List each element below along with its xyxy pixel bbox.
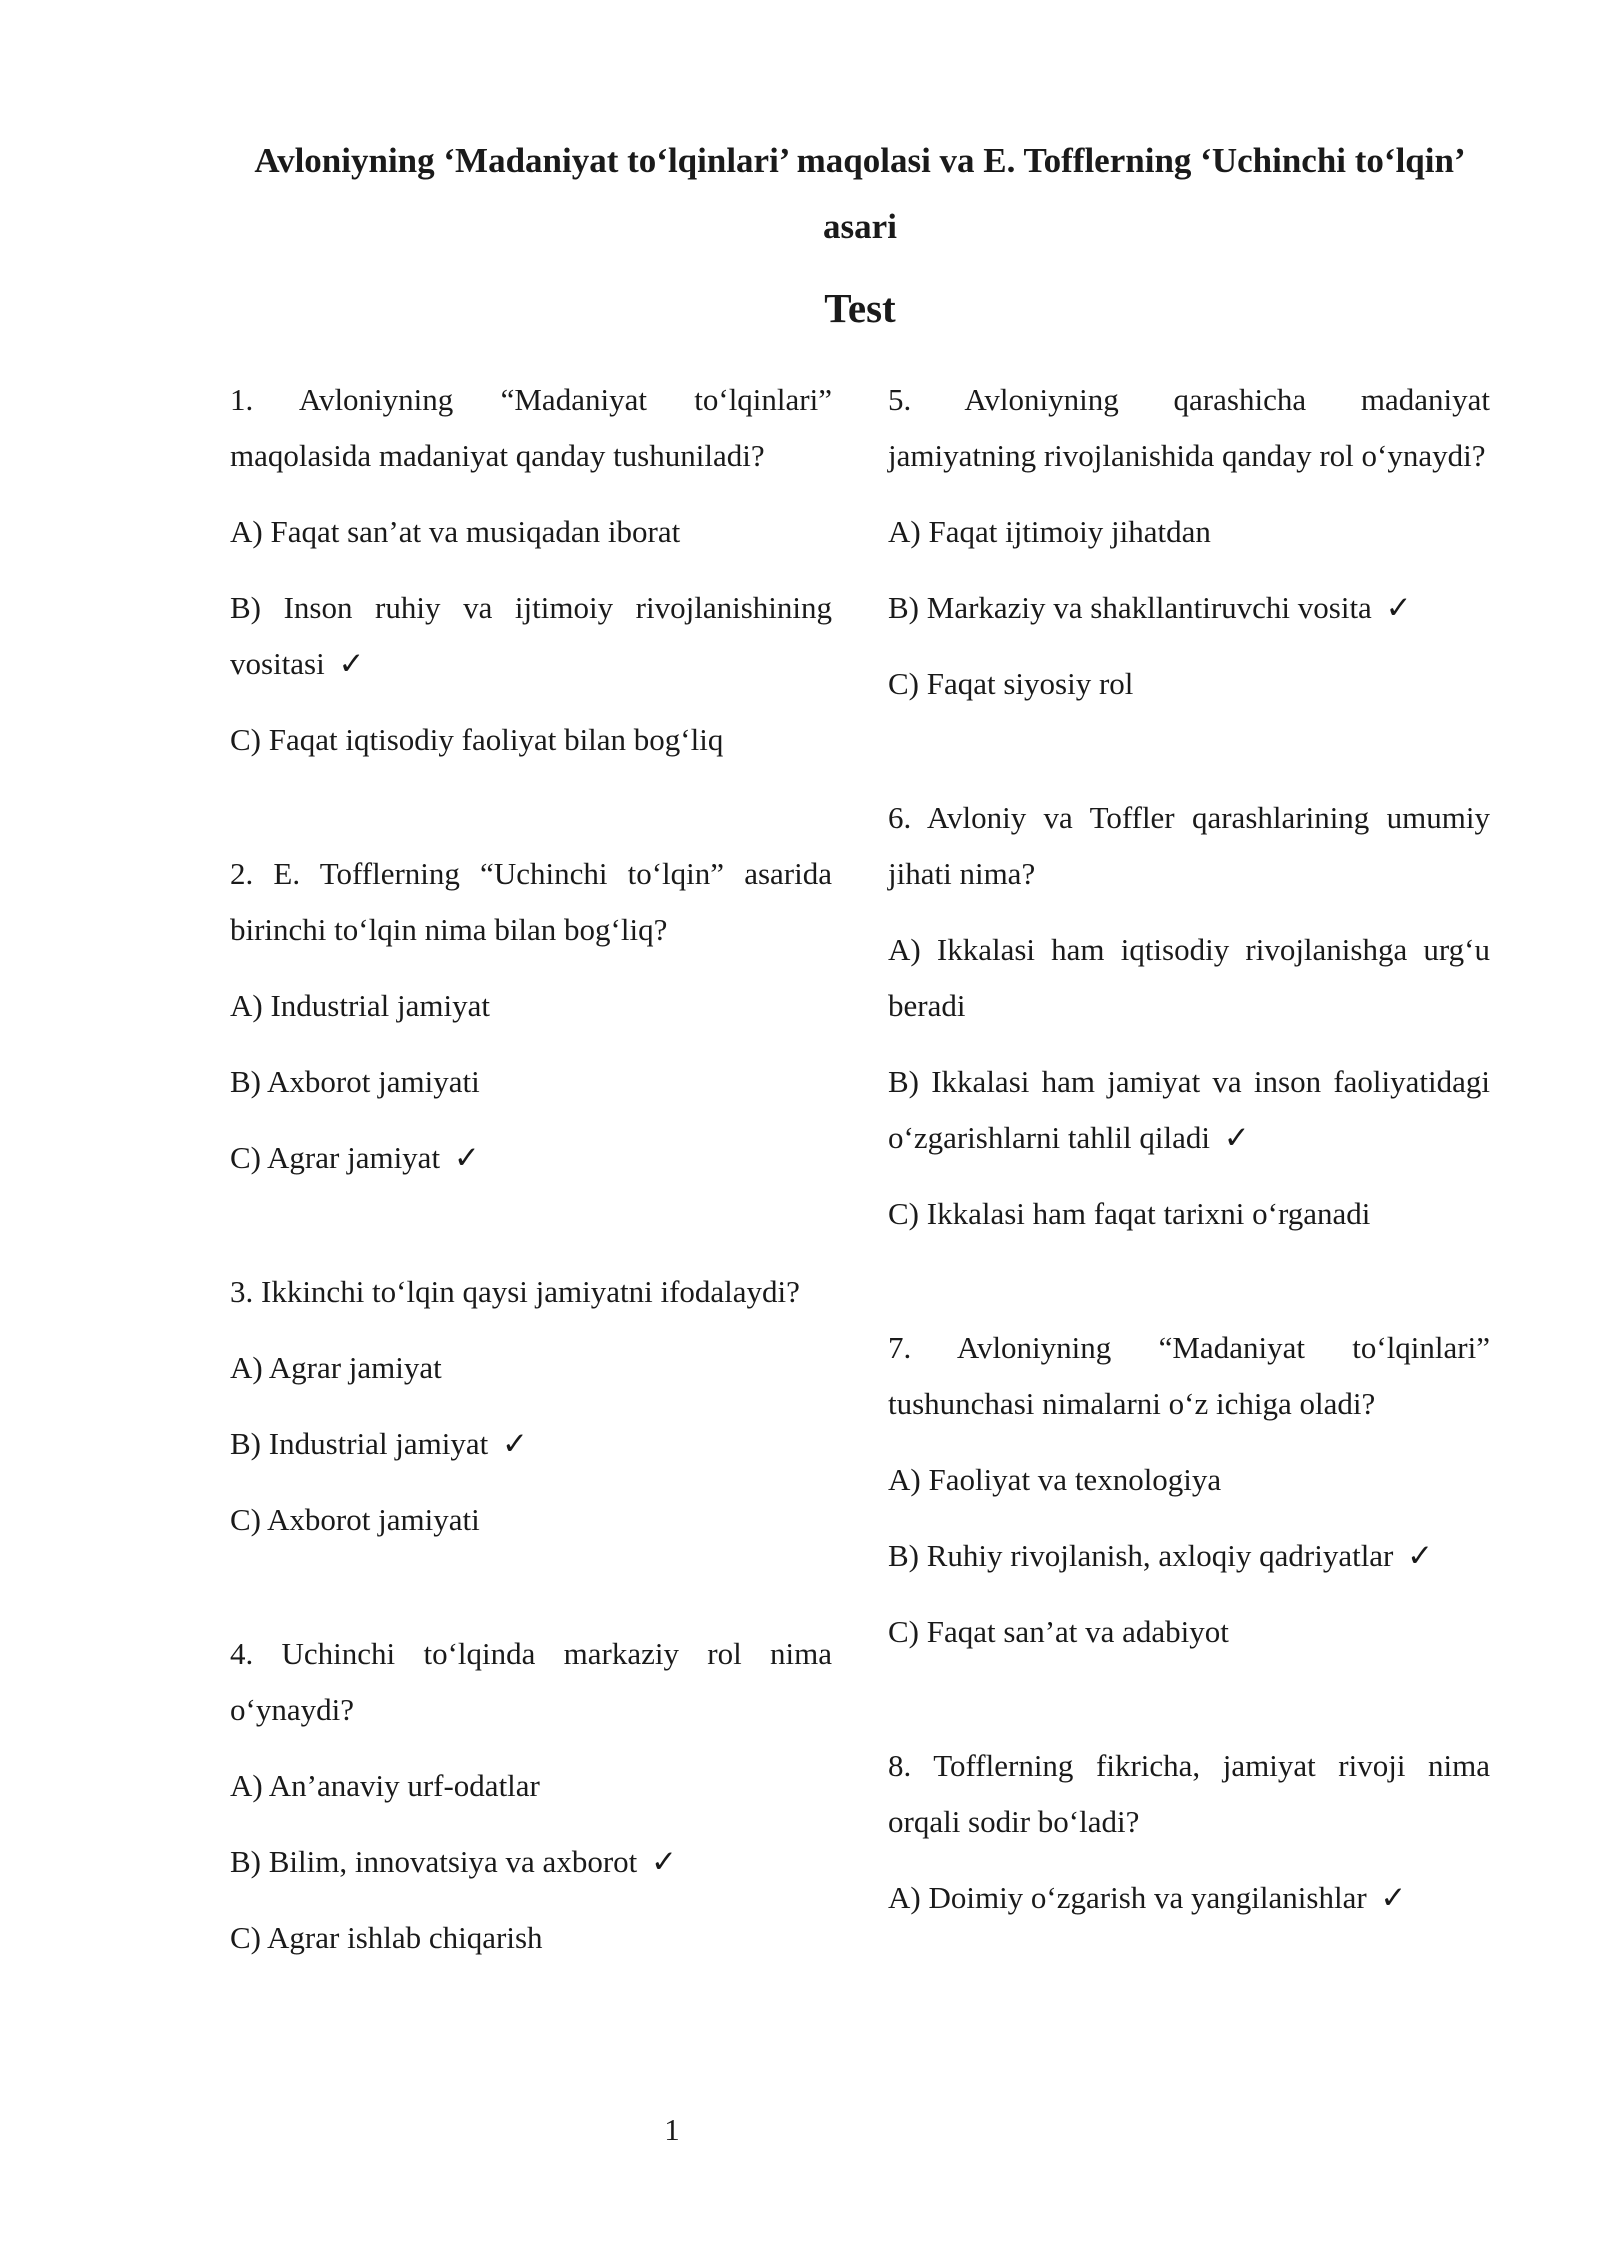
answer-option	[230, 1054, 832, 1110]
question-text: 7. Avloniyning “Madaniyat to‘lqinlari” tushunchasi nimalarni o‘z ichiga oladi?	[888, 1330, 1490, 1421]
question-text: 2. E. Tofflerning “Uchinchi to‘lqin” asarida birinchi to‘lqin nima bilan bog‘liq?	[230, 856, 832, 947]
check-mark-icon: ✓	[1223, 1120, 1250, 1155]
answer-option	[230, 712, 832, 768]
answer-option	[888, 1604, 1490, 1660]
question-text: 3. Ikkinchi to‘lqin qaysi jamiyatni ifodalaydi?	[230, 1274, 800, 1309]
document-subtitle: Test	[824, 285, 896, 331]
answer-option	[230, 1130, 832, 1186]
answer-option-text: B) Ikkalasi ham jamiyat va inson faoliyatidagi o‘zgarishlarni tahlil qiladi	[888, 1064, 1490, 1155]
answer-option	[230, 1416, 832, 1472]
answer-option-text: C) Faqat siyosiy rol	[888, 666, 1134, 701]
answer-option-text: A) Faqat san’at va musiqadan iborat	[230, 514, 681, 549]
question-block	[888, 1320, 1490, 1660]
answer-option-text: B) Inson ruhiy va ijtimoiy rivojlanishining vositasi	[230, 590, 832, 681]
answer-option-text: B) Markaziy va shakllantiruvchi vosita	[888, 590, 1372, 625]
answer-option-text: C) Faqat iqtisodiy faoliyat bilan bog‘liq	[230, 722, 724, 757]
page-number: 1	[664, 2112, 680, 2147]
question-text: 5. Avloniyning qarashicha madaniyat jamiyatning rivojlanishida qanday rol o‘ynaydi?	[888, 382, 1490, 473]
question-text: 6. Avloniy va Toffler qarashlarining umumiy jihati nima?	[888, 800, 1490, 891]
answer-option	[230, 1834, 832, 1890]
check-mark-icon: ✓	[1380, 1880, 1407, 1915]
answer-option-text: C) Faqat san’at va adabiyot	[888, 1614, 1229, 1649]
check-mark-icon: ✓	[338, 646, 365, 681]
answer-option-text: A) An’anaviy urf-odatlar	[230, 1768, 540, 1803]
answer-option	[888, 922, 1490, 1034]
answer-option	[230, 1492, 832, 1548]
question-block	[888, 790, 1490, 1242]
question-text: 1. Avloniyning “Madaniyat to‘lqinlari” maqolasida madaniyat qanday tushuniladi?	[230, 382, 832, 473]
check-mark-icon: ✓	[502, 1426, 529, 1461]
answer-option	[888, 1528, 1490, 1584]
answer-option	[230, 1340, 832, 1396]
question-text: 8. Tofflerning fikricha, jamiyat rivoji nima orqali sodir bo‘ladi?	[888, 1748, 1490, 1839]
answer-option-text: A) Doimiy o‘zgarish va yangilanishlar	[888, 1880, 1367, 1915]
answer-option-text: C) Axborot jamiyati	[230, 1502, 480, 1537]
answer-option	[888, 580, 1490, 636]
question-block	[230, 1626, 832, 1966]
answer-option-text: B) Axborot jamiyati	[230, 1064, 480, 1099]
answer-option	[888, 656, 1490, 712]
question-block	[230, 372, 832, 768]
questions-right-column	[888, 372, 1490, 1946]
answer-option	[888, 1452, 1490, 1508]
question-block	[888, 1738, 1490, 1926]
answer-option-text: A) Industrial jamiyat	[230, 988, 490, 1023]
answer-option-text: C) Ikkalasi ham faqat tarixni o‘rganadi	[888, 1196, 1371, 1231]
answer-option-text: A) Agrar jamiyat	[230, 1350, 442, 1385]
answer-option	[888, 1186, 1490, 1242]
document-title: Avloniyning ‘Madaniyat to‘lqinlari’ maqolasi va E. Tofflerning ‘Uchinchi to‘lqin’ asari	[254, 141, 1466, 246]
question-block	[888, 372, 1490, 712]
check-mark-icon: ✓	[453, 1140, 480, 1175]
answer-option	[888, 504, 1490, 560]
answer-option	[230, 504, 832, 560]
check-mark-icon: ✓	[1385, 590, 1412, 625]
answer-option-text: C) Agrar ishlab chiqarish	[230, 1920, 543, 1955]
answer-option-text: C) Agrar jamiyat	[230, 1140, 441, 1175]
check-mark-icon: ✓	[1407, 1538, 1434, 1573]
questions-left-column	[230, 372, 832, 1986]
question-text: 4. Uchinchi to‘lqinda markaziy rol nima o‘ynaydi?	[230, 1636, 832, 1727]
answer-option	[230, 1758, 832, 1814]
question-block	[230, 1264, 832, 1548]
answer-option	[888, 1870, 1490, 1926]
check-mark-icon: ✓	[651, 1844, 677, 1879]
answer-option-text: B) Bilim, innovatsiya va axborot	[230, 1844, 638, 1879]
answer-option	[230, 978, 832, 1034]
answer-option	[230, 580, 832, 692]
question-block	[230, 846, 832, 1186]
answer-option	[888, 1054, 1490, 1166]
answer-option-text: B) Industrial jamiyat	[230, 1426, 489, 1461]
answer-option-text: A) Faqat ijtimoiy jihatdan	[888, 514, 1211, 549]
answer-option-text: A) Faoliyat va texnologiya	[888, 1462, 1222, 1497]
answer-option-text: A) Ikkalasi ham iqtisodiy rivojlanishga urg‘u beradi	[888, 932, 1490, 1023]
answer-option	[230, 1910, 832, 1966]
answer-option-text: B) Ruhiy rivojlanish, axloqiy qadriyatlar	[888, 1538, 1394, 1573]
